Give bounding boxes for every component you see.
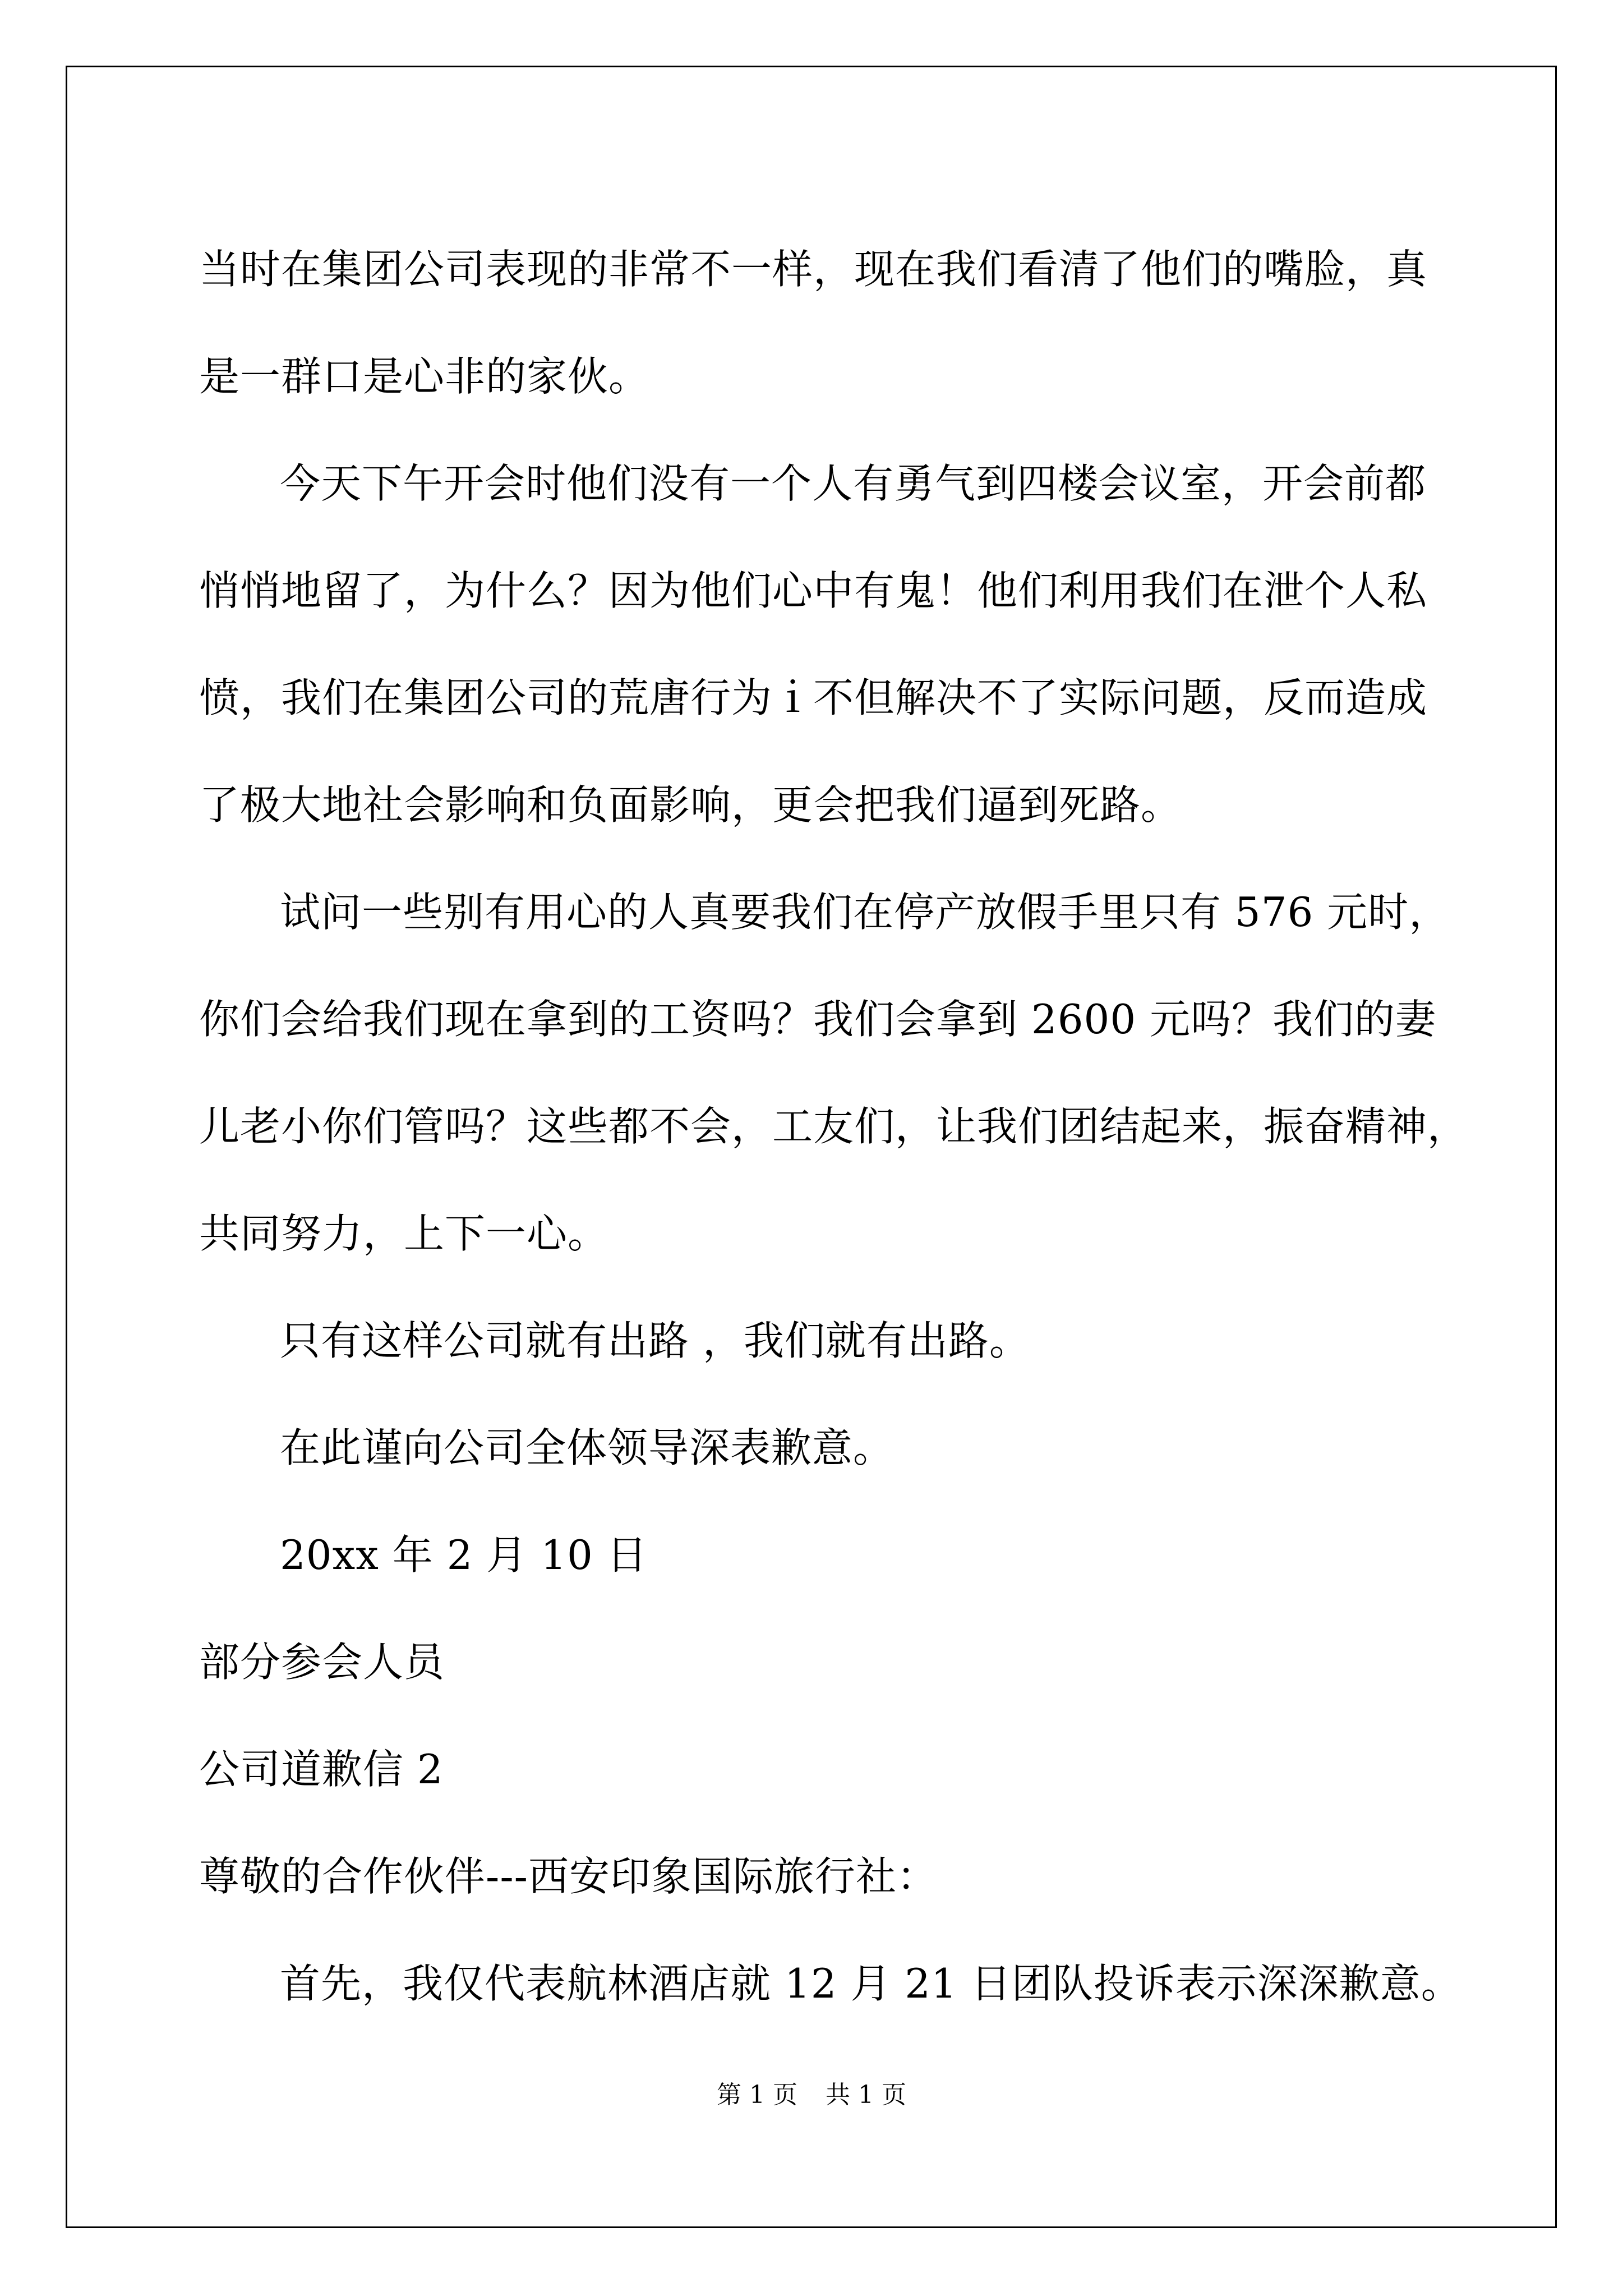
paragraph-line: 共同努力，上下一心。 [199,1210,609,1257]
page-number: 第 1 页 [717,2081,797,2109]
section-heading: 公司道歉信 2 [199,1746,444,1793]
paragraph-line: 愤，我们在集团公司的荒唐行为ｉ不但解决不了实际问题，反而造成 [199,674,1428,721]
paragraph-line: 今天下午开会时他们没有一个人有勇气到四楼会议室，开会前都 [280,460,1427,507]
paragraph-line: 试问一些别有用心的人真要我们在停产放假手里只有 576 元时， [280,889,1450,936]
page-footer [0,2078,1623,2112]
signature-line: 部分参会人员 [199,1639,445,1686]
paragraph-line: 是一群口是心非的家伙。 [199,353,650,400]
paragraph-line: 了极大地社会影响和负面影响，更会把我们逼到死路。 [199,781,1182,829]
salutation-line: 尊敬的合作伙伴---西安印象国际旅行社： [199,1853,938,1900]
paragraph-line: 你们会给我们现在拿到的工资吗？我们会拿到 2600 元吗？我们的妻 [199,996,1437,1043]
date-line: 20xx 年 2 月 10 日 [280,1531,648,1579]
document-body [199,216,1469,2037]
paragraph-line: 在此谨向公司全体领导深表歉意。 [280,1424,895,1471]
paragraph-line: 儿老小你们管吗？这些都不会，工友们，让我们团结起来，振奋精神， [199,1103,1469,1150]
paragraph-line: 首先，我仅代表航林酒店就 12 月 21 日团队投诉表示深深歉意。 [280,1960,1462,2007]
paragraph-line: 当时在集团公司表现的非常不一样，现在我们看清了他们的嘴脸，真 [199,246,1428,293]
paragraph-line: 悄悄地留了，为什么？因为他们心中有鬼！他们利用我们在泄个人私 [199,567,1428,614]
page-total: 共 1 页 [826,2081,906,2109]
paragraph-line: 只有这样公司就有出路 ，我们就有出路。 [280,1317,1030,1364]
